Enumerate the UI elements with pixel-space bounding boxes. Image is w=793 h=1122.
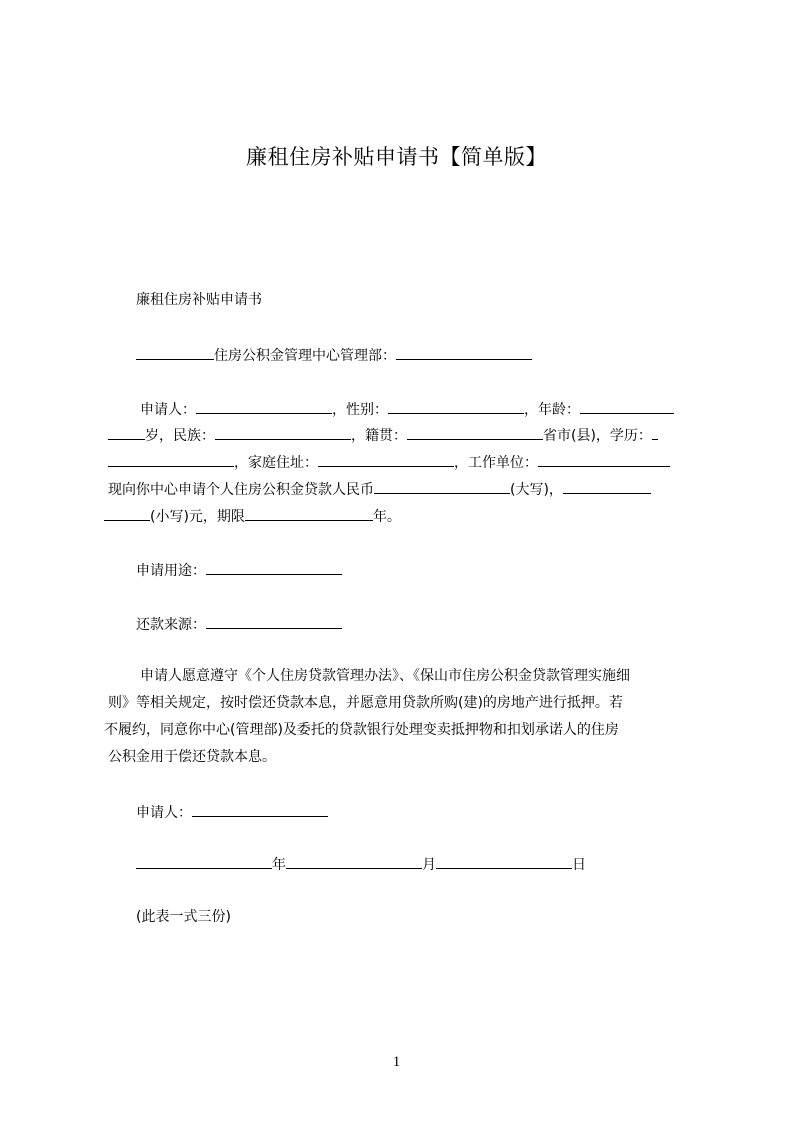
applicant-line-5 <box>104 505 401 527</box>
blank-field <box>136 344 214 360</box>
agreement-line: 申请人愿意遵守《个人住房贷款管理办法》、《保山市住房公积金贷款管理实施细 <box>140 668 630 684</box>
blank-field <box>286 853 422 869</box>
blank-field <box>215 424 351 440</box>
addressee-text: 住房公积金管理中心管理部： <box>214 348 396 364</box>
blank-field <box>538 451 670 467</box>
blank-field <box>318 451 454 467</box>
signature-line <box>136 801 328 823</box>
applicant-line-3 <box>108 451 670 473</box>
blank-field <box>245 505 373 521</box>
age-label: ，年龄： <box>524 402 580 418</box>
employer-label: ，工作单位： <box>454 455 538 471</box>
blank-field <box>136 853 272 869</box>
date-day-label: 日 <box>572 857 586 873</box>
blank-field <box>580 398 674 414</box>
blank-field <box>652 424 658 440</box>
gender-label: ，性别： <box>332 402 388 418</box>
page-title: 廉租住房补贴申请书【简单版】 <box>246 145 547 169</box>
native-place-label: ，籍贯： <box>351 428 407 444</box>
page-number: 1 <box>392 1054 401 1070</box>
amount-upper-label: (大写)， <box>510 482 563 498</box>
blank-field <box>108 424 145 440</box>
date-line <box>136 853 586 875</box>
blank-field <box>407 424 543 440</box>
blank-field <box>563 478 651 494</box>
signature-label: 申请人： <box>136 805 192 821</box>
copies-note: (此表一式三份) <box>136 909 231 925</box>
address-label: ，家庭住址： <box>234 455 318 471</box>
blank-field <box>206 559 342 575</box>
date-year-label: 年 <box>272 857 286 873</box>
blank-field <box>196 398 332 414</box>
applicant-label: 申请人： <box>140 402 196 418</box>
applicant-line-2 <box>108 424 658 446</box>
blank-field <box>206 613 342 629</box>
blank-field <box>104 505 150 521</box>
agreement-line: 公积金用于偿还贷款本息。 <box>108 749 276 765</box>
amount-lower-term-label: (小写)元，期限 <box>150 509 245 525</box>
blank-field <box>388 398 524 414</box>
agreement-line: 则》等相关规定，按时偿还贷款本息，并愿意用贷款所购(建)的房地产进行抵押。若 <box>108 695 623 711</box>
purpose-line <box>136 559 342 581</box>
purpose-label: 申请用途： <box>136 563 206 579</box>
addressee-line <box>136 344 532 366</box>
subtitle: 廉租住房补贴申请书 <box>136 292 262 308</box>
repayment-label: 还款来源： <box>136 617 206 633</box>
blank-field <box>108 451 234 467</box>
city-education-label: 省市(县)，学历： <box>543 428 652 444</box>
age-unit-ethnicity-label: 岁，民族： <box>145 428 215 444</box>
date-month-label: 月 <box>422 857 436 873</box>
blank-field <box>374 478 510 494</box>
repayment-line <box>136 613 342 635</box>
applicant-line-1 <box>140 398 674 420</box>
blank-field <box>396 344 532 360</box>
applicant-line-4 <box>108 478 651 500</box>
blank-field <box>436 853 572 869</box>
loan-request-text: 现向你中心申请个人住房公积金贷款人民币 <box>108 482 374 498</box>
term-year-label: 年。 <box>372 509 401 525</box>
blank-field <box>192 801 328 817</box>
agreement-line: 不履约，同意你中心(管理部)及委托的贷款银行处理变卖抵押物和扣划承诺人的住房 <box>104 722 619 738</box>
